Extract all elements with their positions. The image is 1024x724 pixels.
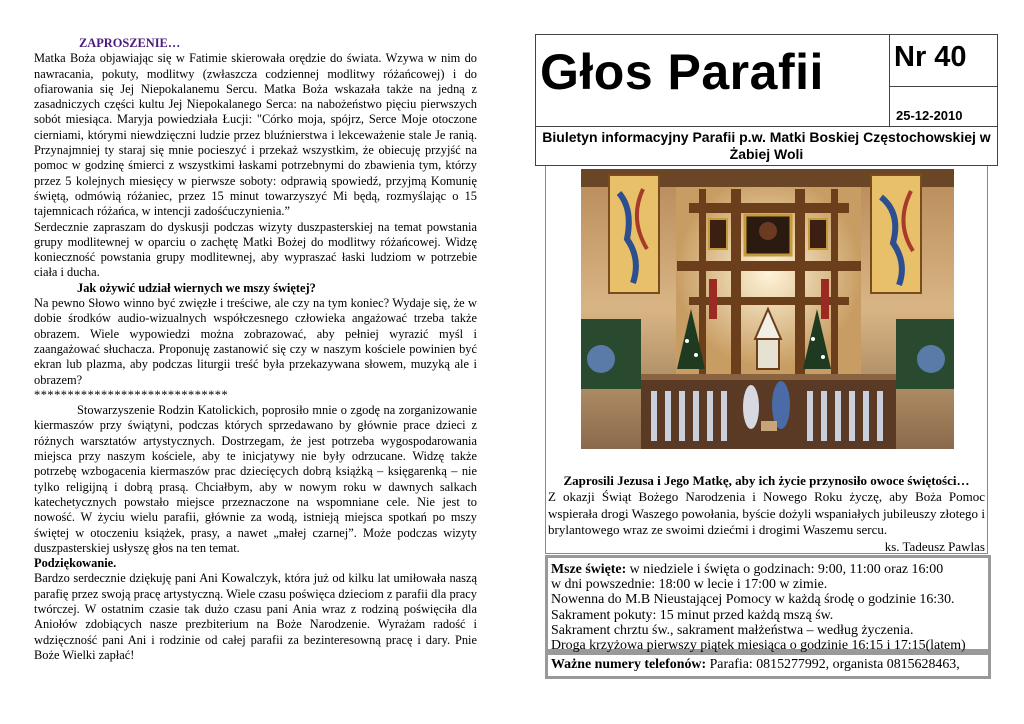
confession-line: Sakrament pokuty: 15 minut przed każdą mszą św. [551,607,834,623]
mass-schedule-box [545,555,991,652]
title-cell [536,35,890,127]
thanks-text: Bardzo serdecznie dziękuję pani Ani Kowalczyk, która już od kilku lat umiłowała naszą parafię przez swoją pracę artystyczną. Wiele czasu poświęca dzieciom z parafii dla pracy twórczej. W ostatnim czasie tak dużo czasu pani Ania wraz z rodziną poświęciła dla Aniołów zdobiących nasze prezbiterium na Boże Narodzenie. Wyrażam radość i wdzięczność pani Ani i rodzinie od całej parafii za bezinteresowną pracę i dary. Pnie Boże Wielki zapłać! [34,571,477,662]
left-column [34,36,477,663]
caption-signature: ks. Tadeusz Pawlas [884,538,985,554]
issue-date: 25-12-2010 [896,108,963,123]
mass-line-1: Msze święte: w niedziele i święta o godzinach: 9:00, 11:00 oraz 16:00 [551,562,944,577]
newsletter-title: Głos Parafii [540,44,824,100]
caption-text: Z okazji Świąt Bożego Narodzenia i Nowego Roku życzę, aby Boża Pomoc wspierała drogi Waszego powołania, byście dożyli wspaniałych jubileuszy złotego i brylantowego wraz ze swoimi dziećmi i drogimi Waszemu sercu. [548,489,985,538]
association-text: Stowarzyszenie Rodzin Katolickich, poprosiło mnie o zgodę na zorganizowanie kiermaszów przy świątyni, podczas których sprzedawano by głównie prace dzieci z różnych warsztatów artystycznych. Dostrzegam, że jest potrzeba wygospodarowania miejsca przy naszym kościele, aby te inicjatywy nie były odrzucane. Widzę także potrzebę wzbogacenia kiermaszów prac dziecięcych dobrą książką – księgarenką – nie tylko religijną i dobrą prasą. Chciałbym, aby w nowym roku w dawnych salkach katechetycznych powstało miejsce przeznaczone na wspomniane cele. Nie jest to nowość. W życiu wielu parafii, głównie za wodą, istnieją miejsca spotkań po mszy świętej w otoczeniu książek, prasy, a nawet „małej czarnej”. Może podczas wizyty duszpasterskiej usłyszę głos na ten temat. [34,403,477,555]
separator-stars: ***************************** [34,387,229,402]
phone-numbers-box [545,652,991,679]
photo-frame [545,166,988,554]
invitation-text: Matka Boża objawiając się w Fatimie skierowała orędzie do świata. Wzywa w nim do nawracania, pokuty, modlitwy (zwłaszcza codziennej modlitwy różańcowej) i do ofiarowania się Jej Niepokalanemu Sercu. Matka Boża wskazała także na jedną z zasadniczych części kultu Jej Niepokalanego Serca: na nabożeństwo pięciu pierwszych sobót miesiąca. Maryja powiedziała Łucji: "Córko moja, spójrz, Serce Moje otoczone cierniami, którymi niewdzięczni ludzie przez bluźnierstwa i lekceważenie stale Je ranią. Przynajmniej ty staraj się mnie pocieszyć i przekaż wszystkim, że obiecuję przyjść na pomoc w godzinę śmierci z wszystkimi łaskami potrzebnymi do zbawienia tym, którzy przez 5 kolejnych miesięcy w pierwsze soboty: odprawią spowiedź, przyjmą Komunię świętą, odmówią różaniec, przez 15 minut towarzyszyć Mi będą, rozmyślając o 15 tajemnicach różańca, w intencji zadośćuczynienia.” [34,51,477,219]
caption-block [548,473,985,555]
caption-title: Zaprosili Jezusa i Jego Matkę, aby ich życie przynosiło owoce świętości… [563,473,970,488]
issue-cell [890,35,997,87]
masthead [535,34,998,166]
invitation-text-2: Serdecznie zapraszam do dyskusji podczas wizyty duszpasterskiej na temat powstania grupy modlitewnej w oparciu o zachętę Matki Bożej do modlitwy różańcowej. Widzę konieczność powstania grupy modlitewnej, aby wypraszać łaski ludziom w potrzebie ciała i ducha. [34,219,477,280]
phones-label: Ważne numery telefonów: [551,657,707,672]
mass-participation-heading: Jak ożywić udział wiernych we mszy świętej? [77,280,316,295]
date-cell [890,87,997,127]
altar-image [581,169,954,449]
invitation-heading: ZAPROSZENIE… [79,36,181,50]
phones-text: Parafia: 0815277992, organista 0815628463, [706,657,960,672]
issue-number: Nr 40 [894,41,967,73]
mass-participation-text: Na pewno Słowo winno być zwięzłe i treściwe, ale czy na tym koniec? Wydaje się, że w dobie środków audio-wizualnych współczesnego człowieka angażować trzeba także obrazem. Wiele wypowiedzi można zobrazować, aby pełniej wyrazić myśl i zaangażować słuchacza. Proponuję zastanowić się czy w naszym kościele powinien być ekran lub plazma, aby podczas liturgii treść była przekazywana słowem, muzyką ale i obrazem? [34,296,477,387]
mass-label: Msze święte: [551,562,627,577]
newsletter-subtitle: Biuletyn informacyjny Parafii p.w. Matki Boskiej Częstochowskiej w Żabiej Woli [542,129,991,162]
altar-photo [581,169,954,449]
thanks-heading: Podziękowanie. [34,556,117,571]
novena-line: Nowenna do M.B Nieustającej Pomocy w każdą środę o godzinie 16:30. [551,592,955,608]
way-of-cross-line: Droga krzyżowa pierwszy piątek miesiąca o godzinie 16:15 i 17:15(latem) [551,638,966,654]
baptism-line: Sakrament chrztu św., sakrament małżeństwa – według życzenia. [551,622,914,638]
mass-line-2: w dni powszednie: 18:00 w lecie i 17:00 w zimie. [551,577,828,593]
